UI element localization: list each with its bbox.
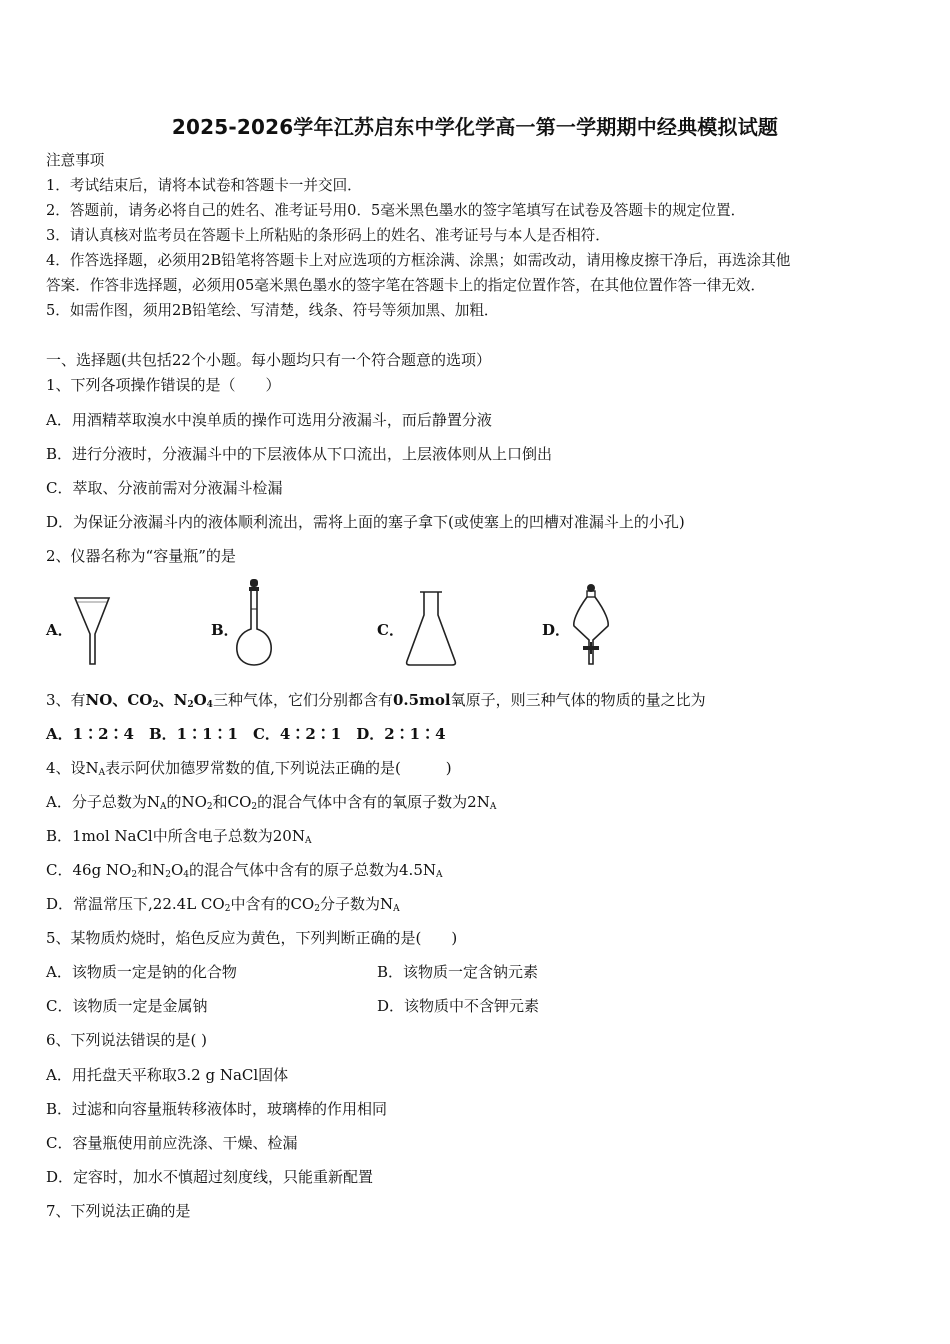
question-2-stem: 2、仪器名称为“容量瓶”的是: [46, 547, 236, 565]
q3-sub: 2: [152, 700, 159, 710]
volumetric-flask-icon: [233, 577, 275, 669]
q4-text: A．分子总数为N: [46, 793, 160, 811]
q4-sub: A: [304, 836, 312, 846]
question-3-options: A．1∶2∶4 B．1∶1∶1 C．4∶2∶1 D．2∶1∶4: [46, 725, 446, 743]
question-5-option-d: D．该物质中不含钾元素: [377, 997, 540, 1015]
funnel-icon: [73, 594, 113, 666]
q4-text: C．46g NO: [46, 861, 132, 879]
section-heading: 一、选择题(共包括22个小题。每小题均只有一个符合题意的选项）: [46, 351, 491, 369]
question-5-option-c: C．该物质一定是金属钠: [46, 997, 208, 1015]
q4-sub: 2: [131, 870, 138, 880]
q3-text: 3、有: [46, 691, 86, 709]
q4-sub: 2: [224, 904, 231, 914]
question-2-label-a: A．: [46, 621, 73, 639]
separatory-funnel-icon: [570, 582, 612, 670]
q4-text: 和N: [137, 861, 166, 879]
q4-text: D．常温常压下,22.4L CO: [46, 895, 225, 913]
erlenmeyer-flask-icon: [404, 589, 458, 667]
question-2-label-c: C．: [377, 621, 404, 639]
q4-sub: 4: [183, 870, 190, 880]
question-1-stem: 1、下列各项操作错误的是（ ）: [46, 376, 281, 394]
question-6-stem: 6、下列说法错误的是( ): [46, 1031, 208, 1049]
question-4-option-d: [46, 893, 400, 920]
question-4-option-a: [46, 791, 496, 818]
q4-sub: A: [436, 870, 443, 880]
q4-text: 分子数为N: [319, 895, 394, 913]
question-6-option-d: D．定容时，加水不慎超过刻度线，只能重新配置: [46, 1168, 374, 1186]
q3-gas: O: [193, 691, 207, 709]
q4-text: 的混合气体中含有的氧原子数为2N: [257, 793, 490, 811]
q4-sub: 2: [206, 802, 213, 812]
question-6-option-b: B．过滤和向容量瓶转移液体时，玻璃棒的作用相同: [46, 1100, 388, 1118]
q4-sub: A: [393, 904, 400, 914]
q4-sub: A: [489, 802, 497, 812]
notice-item: 4．作答选择题，必须用2B铅笔将答题卡上对应选项的方框涂满、涂黑；如需改动，请用橡皮擦干净后，再选涂其他: [46, 252, 791, 269]
notice-heading: 注意事项: [46, 152, 105, 169]
question-7-stem: 7、下列说法正确的是: [46, 1202, 191, 1220]
q4-text: 表示阿伏加德罗常数的值,下列说法正确的是( ): [105, 759, 452, 777]
question-3-stem: [46, 689, 706, 716]
q4-text: 的混合气体中含有的原子总数为4.5N: [189, 861, 436, 879]
question-1-option-a: A．用酒精萃取溴水中溴单质的操作可选用分液漏斗，而后静置分液: [46, 411, 492, 429]
question-1-option-b: B．进行分液时，分液漏斗中的下层液体从下口流出，上层液体则从上口倒出: [46, 445, 553, 463]
q3-text: 氧原子，则三种气体的物质的量之比为: [450, 691, 706, 709]
question-4-option-b: [46, 825, 311, 852]
question-6-option-c: C．容量瓶使用前应洗涤、干燥、检漏: [46, 1134, 298, 1152]
question-5-option-a: A．该物质一定是钠的化合物: [46, 963, 237, 981]
notice-item: 1．考试结束后，请将本试卷和答题卡一并交回．: [46, 177, 362, 194]
question-1-option-d: D．为保证分液漏斗内的液体顺利流出，需将上面的塞子拿下(或使塞上的凹槽对准漏斗上的小孔): [46, 513, 685, 531]
q4-sub: 2: [251, 802, 258, 812]
page-title: 2025-2026学年江苏启东中学化学高一第一学期期中经典模拟试题: [171, 115, 779, 139]
question-2-label-b: B．: [211, 621, 239, 639]
q4-sub: 2: [314, 904, 320, 914]
question-6-option-a: A．用托盘天平称取3.2 g NaCl固体: [46, 1066, 289, 1084]
q4-text: O: [170, 861, 184, 879]
question-5-stem: 5、某物质灼烧时，焰色反应为黄色，下列判断正确的是( ): [46, 929, 458, 947]
notice-item: 答案．作答非选择题，必须用05毫米黑色墨水的签字笔在答题卡上的指定位置作答，在其他位置作答一律无效．: [46, 277, 766, 294]
q3-sub: 4: [206, 700, 213, 710]
q4-text: B．1mol NaCl中所含电子总数为20N: [46, 827, 305, 845]
q4-sub: 2: [165, 870, 171, 880]
q4-text: 和CO: [212, 793, 252, 811]
question-2-label-d: D．: [542, 621, 571, 639]
question-4-stem: [46, 757, 452, 784]
q4-sub: A: [159, 802, 167, 812]
q3-gas: 、N: [158, 691, 188, 709]
q3-text: 三种气体，它们分别都含有: [212, 691, 393, 709]
notice-item: 5．如需作图，须用2B铅笔绘、写清楚，线条、符号等须加黑、加粗．: [46, 302, 499, 319]
question-1-option-c: C．萃取、分液前需对分液漏斗检漏: [46, 479, 283, 497]
q4-text: 的NO: [166, 793, 207, 811]
question-4-option-c: [46, 859, 443, 886]
q4-sub: A: [98, 768, 106, 778]
q3-sub: 2: [187, 700, 194, 710]
notice-item: 2．答题前，请务必将自己的姓名、准考证号用0．5毫米黑色墨水的签字笔填写在试卷及答题卡的规定位置．: [46, 202, 746, 219]
q4-text: 4、设N: [46, 759, 99, 777]
q3-amount: 0.5mol: [392, 691, 451, 709]
q4-text: 中含有的CO: [230, 895, 315, 913]
notice-item: 3．请认真核对监考员在答题卡上所粘贴的条形码上的姓名、准考证号与本人是否相符．: [46, 227, 610, 244]
question-5-option-b: B．该物质一定含钠元素: [377, 963, 539, 981]
q3-gases: NO、CO: [85, 691, 153, 709]
